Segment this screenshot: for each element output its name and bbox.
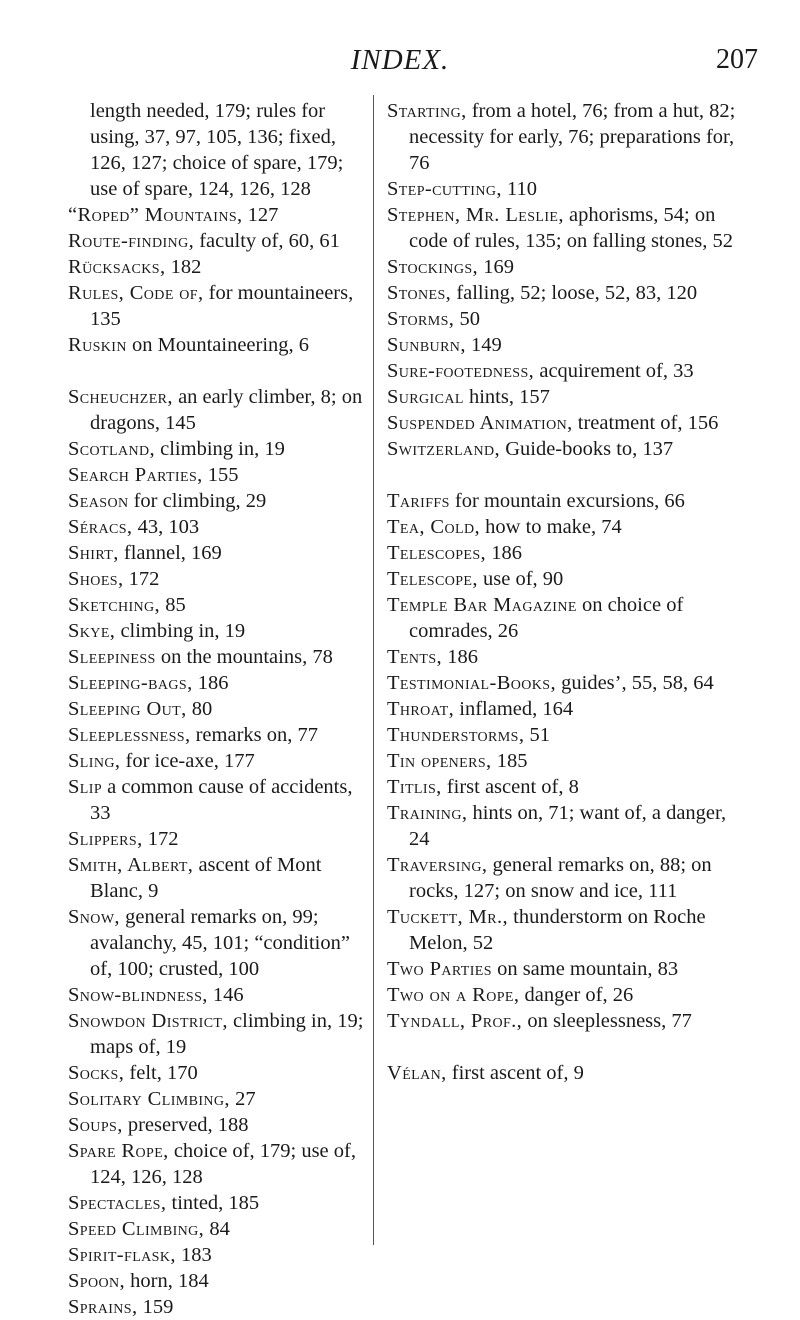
- index-entry: [68, 514, 368, 540]
- index-references: faculty of, 60, 61: [194, 230, 340, 252]
- index-references: 186: [486, 542, 522, 564]
- index-keyword: Traversing,: [387, 854, 488, 876]
- index-keyword: Stones,: [387, 282, 452, 304]
- index-entry: [387, 774, 741, 800]
- index-keyword: Sketching,: [68, 594, 161, 616]
- index-keyword: Spectacles,: [68, 1192, 167, 1214]
- index-references: 146: [207, 984, 244, 1006]
- index-keyword: Thunderstorms,: [387, 724, 525, 746]
- index-entry: [387, 592, 741, 644]
- index-keyword: Shirt,: [68, 542, 119, 564]
- index-references: thunderstorm on Roche Melon, 52: [409, 906, 706, 954]
- index-entry: [387, 800, 741, 852]
- index-keyword: Step-cutting,: [387, 178, 502, 200]
- index-entry: [68, 644, 368, 670]
- index-entry: [68, 904, 368, 982]
- index-references: 183: [175, 1244, 212, 1266]
- index-references: 185: [491, 750, 528, 772]
- index-keyword: Sling,: [68, 750, 121, 772]
- index-keyword: Spirit-flask,: [68, 1244, 176, 1266]
- index-entry: [68, 1112, 368, 1138]
- index-references: first ascent of, 9: [446, 1062, 584, 1084]
- letter-group-gap: [387, 1034, 741, 1060]
- index-entry: [68, 982, 368, 1008]
- index-entry: [387, 644, 741, 670]
- index-keyword: Storms,: [387, 308, 455, 330]
- index-references: 182: [165, 256, 202, 278]
- index-entry: [68, 280, 368, 332]
- index-keyword: Stephen, Mr. Leslie,: [387, 204, 564, 226]
- index-references: general remarks on, 88; on rocks, 127; on snow and ice, 111: [409, 854, 712, 902]
- index-entry: [68, 852, 368, 904]
- index-keyword: Tuckett, Mr.,: [387, 906, 509, 928]
- index-references: 186: [192, 672, 229, 694]
- index-entry: [68, 488, 368, 514]
- index-entry: [68, 1138, 368, 1190]
- index-keyword: Season: [68, 490, 129, 512]
- index-column-left: [68, 98, 368, 1320]
- index-keyword: Tin openers,: [387, 750, 492, 772]
- index-keyword: Socks,: [68, 1062, 125, 1084]
- index-entry: [68, 332, 368, 358]
- index-entry: [387, 358, 741, 384]
- index-references: climbing in, 19: [115, 620, 246, 642]
- index-entry: [387, 280, 741, 306]
- index-keyword: Sprains,: [68, 1296, 138, 1318]
- index-references: use of, 90: [477, 568, 564, 590]
- index-entry: [387, 98, 741, 176]
- index-keyword: Suspended Animation,: [387, 412, 573, 434]
- index-references: an early climber, 8; on dragons, 145: [90, 386, 363, 434]
- index-references: on Mountaineering, 6: [126, 334, 310, 356]
- index-keyword: Tents,: [387, 646, 443, 668]
- index-entry: [387, 670, 741, 696]
- index-keyword: Slippers,: [68, 828, 143, 850]
- index-entry: [68, 722, 368, 748]
- index-entry: [387, 332, 741, 358]
- index-references: 110: [501, 178, 538, 200]
- index-entry: [68, 228, 368, 254]
- index-references: length needed, 179; rules for using, 37, 97, 105, 136; fixed, 126, 127; choice of spare, 179; use of spare, 124, 126, 128: [90, 100, 344, 200]
- index-entry: [68, 436, 368, 462]
- index-references: climbing in, 19: [155, 438, 285, 460]
- index-entry: [68, 1190, 368, 1216]
- index-references: Guide-books to, 137: [500, 438, 674, 460]
- index-entry: [68, 566, 368, 592]
- index-keyword: Snow-blindness,: [68, 984, 208, 1006]
- index-references: choice of, 179; use of, 124, 126, 128: [90, 1140, 356, 1188]
- index-references: 51: [524, 724, 550, 746]
- index-references: guides’, 55, 58, 64: [556, 672, 714, 694]
- index-keyword: Speed Climbing,: [68, 1218, 205, 1240]
- index-references: aphorisms, 54; on code of rules, 135; on falling stones, 52: [409, 204, 733, 252]
- index-references: for climbing, 29: [128, 490, 267, 512]
- index-entry: [387, 1008, 741, 1034]
- index-references: treatment of, 156: [572, 412, 719, 434]
- index-keyword: Route-finding,: [68, 230, 195, 252]
- index-references: general remarks on, 99; avalanchy, 45, 101; “condition” of, 100; crusted, 100: [90, 906, 350, 980]
- index-references: climbing in, 19; maps of, 19: [90, 1010, 364, 1058]
- index-keyword: Telescope,: [387, 568, 478, 590]
- index-entry: [68, 1008, 368, 1060]
- index-keyword: Snowdon District,: [68, 1010, 228, 1032]
- index-references: 159: [137, 1296, 174, 1318]
- index-entry: [387, 696, 741, 722]
- index-entry: [68, 748, 368, 774]
- index-references: tinted, 185: [166, 1192, 260, 1214]
- index-entry: [68, 1242, 368, 1268]
- index-references: for mountaineers, 135: [90, 282, 354, 330]
- index-keyword: Vélan,: [387, 1062, 447, 1084]
- index-keyword: Tyndall, Prof.,: [387, 1010, 523, 1032]
- index-references: 84: [204, 1218, 230, 1240]
- index-entry: [387, 410, 741, 436]
- index-entry: [387, 540, 741, 566]
- index-keyword: Sleeplessness,: [68, 724, 191, 746]
- index-references: felt, 170: [124, 1062, 198, 1084]
- index-column-right: [387, 98, 741, 1086]
- index-keyword: Two Parties: [387, 958, 492, 980]
- index-references: preserved, 188: [122, 1114, 249, 1136]
- index-keyword: Temple Bar Magazine: [387, 594, 577, 616]
- index-references: horn, 184: [125, 1270, 209, 1292]
- index-entry: [68, 826, 368, 852]
- index-keyword: Throat,: [387, 698, 455, 720]
- index-references: on choice of comrades, 26: [409, 594, 684, 642]
- index-keyword: Rücksacks,: [68, 256, 166, 278]
- index-keyword: Shoes,: [68, 568, 124, 590]
- index-references: for ice-axe, 177: [120, 750, 255, 772]
- index-entry: [387, 488, 741, 514]
- index-keyword: Soups,: [68, 1114, 123, 1136]
- index-entry: [68, 254, 368, 280]
- column-divider: [373, 95, 374, 1245]
- index-keyword: Tea, Cold,: [387, 516, 481, 538]
- index-keyword: Smith, Albert,: [68, 854, 194, 876]
- page-header: [0, 44, 800, 84]
- index-entry: [68, 774, 368, 826]
- index-references: acquirement of, 33: [534, 360, 694, 382]
- index-entry: [68, 1060, 368, 1086]
- index-keyword: Rules, Code of,: [68, 282, 204, 304]
- index-references: 27: [229, 1088, 256, 1110]
- index-entry: [387, 176, 741, 202]
- index-keyword: Switzerland,: [387, 438, 501, 460]
- index-keyword: Training,: [387, 802, 468, 824]
- index-entry: [68, 1268, 368, 1294]
- index-entry: [387, 566, 741, 592]
- index-references: on same mountain, 83: [491, 958, 679, 980]
- index-references: 50: [454, 308, 480, 330]
- index-entry: [387, 1060, 741, 1086]
- index-references: 169: [478, 256, 514, 278]
- index-entry: [68, 98, 368, 202]
- index-entry: [387, 722, 741, 748]
- index-references: falling, 52; loose, 52, 83, 120: [451, 282, 698, 304]
- index-entry: [387, 306, 741, 332]
- index-entry: [387, 384, 741, 410]
- index-references: a common cause of accidents, 33: [90, 776, 353, 824]
- index-keyword: Sleeping-bags,: [68, 672, 193, 694]
- index-keyword: Séracs,: [68, 516, 133, 538]
- index-keyword: Sleeping Out,: [68, 698, 187, 720]
- index-references: 155: [202, 464, 239, 486]
- index-references: 149: [465, 334, 502, 356]
- index-keyword: “Roped” Mountains,: [68, 204, 243, 226]
- index-entry: [68, 592, 368, 618]
- index-keyword: Sure-footedness,: [387, 360, 535, 382]
- index-entry: [387, 748, 741, 774]
- index-entry: [68, 1086, 368, 1112]
- letter-group-gap: [68, 358, 368, 384]
- index-references: first ascent of, 8: [441, 776, 579, 798]
- index-references: 85: [160, 594, 186, 616]
- index-references: for mountain excursions, 66: [449, 490, 685, 512]
- index-entry: [387, 254, 741, 280]
- index-entry: [387, 202, 741, 254]
- index-references: flannel, 169: [118, 542, 222, 564]
- index-entry: [387, 982, 741, 1008]
- index-keyword: Starting,: [387, 100, 467, 122]
- index-keyword: Snow,: [68, 906, 120, 928]
- page-number: 207: [716, 44, 758, 75]
- index-entry: [68, 540, 368, 566]
- index-entry: [68, 1216, 368, 1242]
- index-keyword: Spoon,: [68, 1270, 126, 1292]
- index-references: 43, 103: [132, 516, 200, 538]
- index-entry: [387, 436, 741, 462]
- index-references: hints, 157: [463, 386, 550, 408]
- index-keyword: Titlis,: [387, 776, 442, 798]
- index-keyword: Search Parties,: [68, 464, 203, 486]
- index-keyword: Solitary Climbing,: [68, 1088, 230, 1110]
- index-keyword: Scotland,: [68, 438, 156, 460]
- index-keyword: Scheuchzer,: [68, 386, 173, 408]
- index-entry: [68, 462, 368, 488]
- index-keyword: Two on a Rope,: [387, 984, 520, 1006]
- letter-group-gap: [387, 462, 741, 488]
- index-keyword: Ruskin: [68, 334, 127, 356]
- index-keyword: Sunburn,: [387, 334, 466, 356]
- index-references: on sleeplessness, 77: [522, 1010, 692, 1032]
- index-keyword: Slip: [68, 776, 103, 798]
- index-entry: [68, 1294, 368, 1320]
- index-references: on the mountains, 78: [155, 646, 333, 668]
- index-entry: [68, 202, 368, 228]
- index-keyword: Tariffs: [387, 490, 450, 512]
- index-keyword: Skye,: [68, 620, 116, 642]
- index-keyword: Testimonial-Books,: [387, 672, 557, 694]
- index-references: how to make, 74: [480, 516, 622, 538]
- index-references: ascent of Mont Blanc, 9: [90, 854, 322, 902]
- index-entry: [387, 852, 741, 904]
- index-keyword: Surgical: [387, 386, 464, 408]
- index-entry: [68, 696, 368, 722]
- index-references: 172: [123, 568, 160, 590]
- index-keyword: Telescopes,: [387, 542, 487, 564]
- index-entry: [387, 956, 741, 982]
- index-entry: [68, 618, 368, 644]
- running-title: INDEX.: [350, 44, 450, 76]
- index-references: hints on, 71; want of, a danger, 24: [409, 802, 727, 850]
- index-references: from a hotel, 76; from a hut, 82; necessity for early, 76; preparations for, 76: [409, 100, 736, 174]
- index-entry: [387, 514, 741, 540]
- index-entry: [68, 384, 368, 436]
- index-references: 127: [242, 204, 279, 226]
- index-keyword: Stockings,: [387, 256, 479, 278]
- index-keyword: Sleepiness: [68, 646, 156, 668]
- index-references: inflamed, 164: [454, 698, 574, 720]
- index-references: 186: [442, 646, 478, 668]
- index-entry: [387, 904, 741, 956]
- index-references: danger of, 26: [519, 984, 634, 1006]
- index-references: 80: [186, 698, 213, 720]
- index-keyword: Spare Rope,: [68, 1140, 169, 1162]
- index-references: remarks on, 77: [190, 724, 319, 746]
- index-references: 172: [142, 828, 179, 850]
- index-entry: [68, 670, 368, 696]
